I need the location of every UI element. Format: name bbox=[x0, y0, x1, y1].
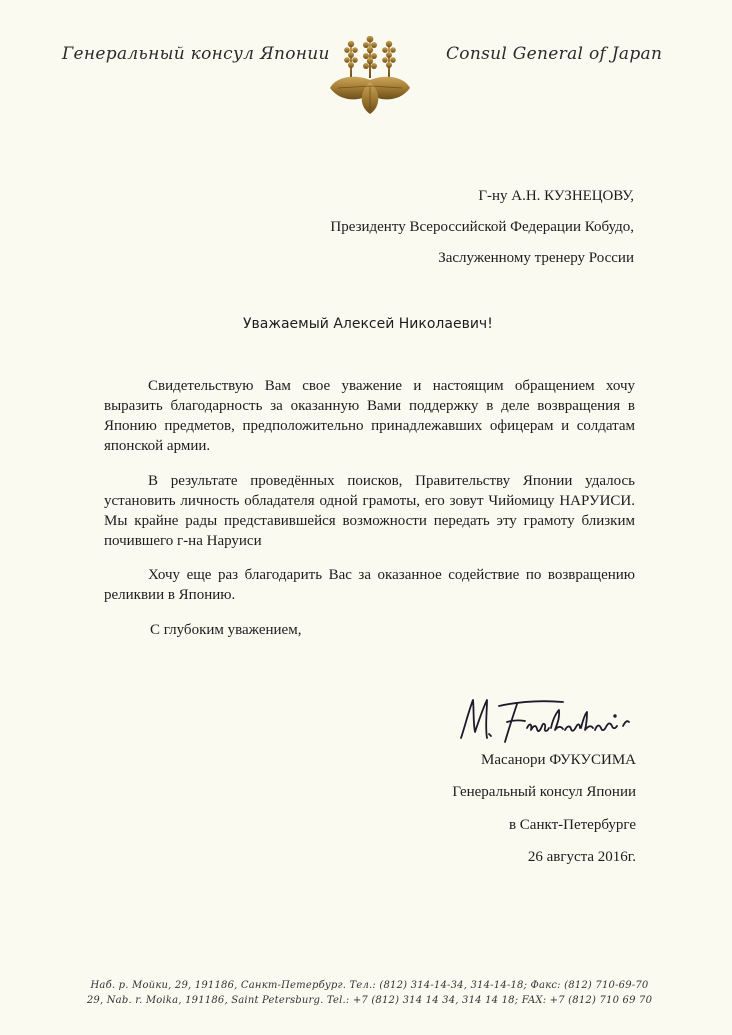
footer-address-ru: Наб. р. Мойки, 29, 191186, Санкт-Петербург. Тел.: (812) 314-14-34, 314-14-18; Факс: (812) 710-69-70 bbox=[90, 980, 649, 991]
recipient-line-3: Заслуженному тренеру России bbox=[438, 250, 634, 266]
signer-title-line-1: Генеральный консул Японии bbox=[452, 784, 636, 800]
paulownia-crest-icon bbox=[326, 36, 414, 116]
letter-date: 26 августа 2016г. bbox=[527, 849, 636, 865]
footer-address-en: 29, Nab. r. Moika, 191186, Saint Petersburg. Tel.: +7 (812) 314 14 34, 314 14 18; FAX: +7 (812) 710 69 70 bbox=[86, 995, 653, 1006]
letterhead bbox=[0, 0, 732, 130]
signer-name: Масанори ФУКУСИМА bbox=[481, 752, 636, 768]
body-paragraph-2: В результате проведённых поисков, Правительству Японии удалось установить личность обладателя одной грамоты, его зовут Чийомицу НАРУИСИ. Мы крайне рады представившейся возможности передать эту грамоту близким почившего г-на Наруиси bbox=[104, 473, 635, 549]
handwritten-signature bbox=[455, 688, 645, 748]
letterhead-title-ru: Генеральный консул Японии bbox=[62, 44, 330, 64]
salutation: Уважаемый Алексей Николаевич! bbox=[243, 316, 493, 332]
recipient-line-1: Г-ну А.Н. КУЗНЕЦОВУ, bbox=[478, 188, 634, 204]
recipient-line-2: Президенту Всероссийской Федерации Кобудо, bbox=[330, 219, 634, 235]
closing-line: С глубоким уважением, bbox=[150, 622, 302, 638]
letterhead-title-en: Consul General of Japan bbox=[446, 44, 663, 64]
signer-title-line-2: в Санкт-Петербурге bbox=[508, 817, 636, 833]
body-paragraph-3: Хочу еще раз благодарить Вас за оказанное содействие по возвращению реликвии в Японию. bbox=[104, 567, 635, 603]
body-paragraph-1: Свидетельствую Вам свое уважение и настоящим обращением хочу выразить благодарность за оказанную Вами поддержку в деле возвращения в Японию предметов, предположительно принадлежавших офицерам и солдатам японской армии. bbox=[104, 378, 635, 454]
